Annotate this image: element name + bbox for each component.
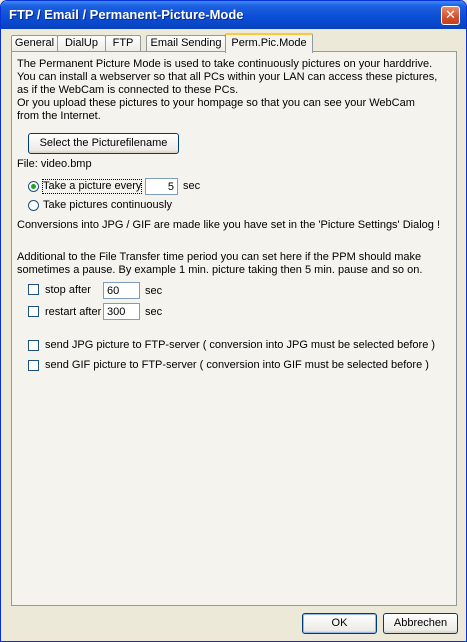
tab-panel-perm-pic-mode [11, 51, 457, 606]
restart-after-unit: sec [145, 306, 163, 318]
send-gif-checkbox[interactable] [28, 360, 39, 371]
file-label: File: video.bmp [17, 158, 92, 170]
stop-after-label[interactable]: stop after [45, 284, 91, 296]
close-icon: ✕ [445, 7, 456, 22]
conversion-note: Conversions into JPG / GIF are made like you have set in the 'Picture Settings' Dialog ! [17, 219, 441, 231]
send-jpg-checkbox[interactable] [28, 340, 39, 351]
restart-after-input[interactable] [103, 303, 140, 320]
stop-after-input[interactable] [103, 282, 140, 299]
send-gif-label[interactable]: send GIF picture to FTP-server ( conversion into GIF must be selected before ) [45, 359, 429, 371]
stop-after-unit: sec [145, 285, 163, 297]
close-button[interactable] [441, 6, 460, 25]
intro-line-5: from the Internet. [17, 110, 101, 122]
tab-email-sending[interactable]: Email Sending [146, 35, 226, 52]
select-picturefilename-button[interactable]: Select the Picturefilename [28, 133, 179, 154]
radio-take-picture-every[interactable] [28, 181, 39, 192]
pause-note-line-2: sometimes a pause. By example 1 min. picture taking then 5 min. pause and so on. [17, 264, 423, 276]
radio-take-pictures-continuously[interactable] [28, 200, 39, 211]
cancel-button[interactable]: Abbrechen [383, 613, 458, 634]
tab-general[interactable]: General [11, 35, 58, 52]
tab-dialup[interactable]: DialUp [57, 35, 106, 52]
radio-take-picture-every-label[interactable]: Take a picture every [43, 180, 142, 192]
ok-button[interactable]: OK [302, 613, 377, 634]
restart-after-label[interactable]: restart after [45, 306, 102, 318]
radio-take-pictures-continuously-label[interactable]: Take pictures continuously [43, 199, 173, 211]
picture-interval-input[interactable] [145, 178, 178, 195]
intro-line-2: You can install a webserver so that all PCs within your LAN can access these pictures, [17, 71, 438, 83]
interval-unit-label: sec [183, 180, 201, 192]
intro-line-1: The Permanent Picture Mode is used to take continuously pictures on your harddrive. [17, 58, 433, 70]
pause-note-line-1: Additional to the File Transfer time period you can set here if the PPM should make [17, 251, 422, 263]
window-title: FTP / Email / Permanent-Picture-Mode [9, 7, 244, 22]
intro-line-4: Or you upload these pictures to your hompage so that you can see your WebCam [17, 97, 415, 109]
tab-ftp[interactable]: FTP [105, 35, 141, 52]
tab-perm-pic-mode[interactable]: Perm.Pic.Mode [225, 33, 313, 53]
restart-after-checkbox[interactable] [28, 306, 39, 317]
send-jpg-label[interactable]: send JPG picture to FTP-server ( conversion into JPG must be selected before ) [45, 339, 436, 351]
intro-line-3: as if the WebCam is connected to these PCs. [17, 84, 239, 96]
title-bar[interactable] [1, 1, 466, 29]
stop-after-checkbox[interactable] [28, 284, 39, 295]
radio-selected-dot [31, 184, 36, 189]
